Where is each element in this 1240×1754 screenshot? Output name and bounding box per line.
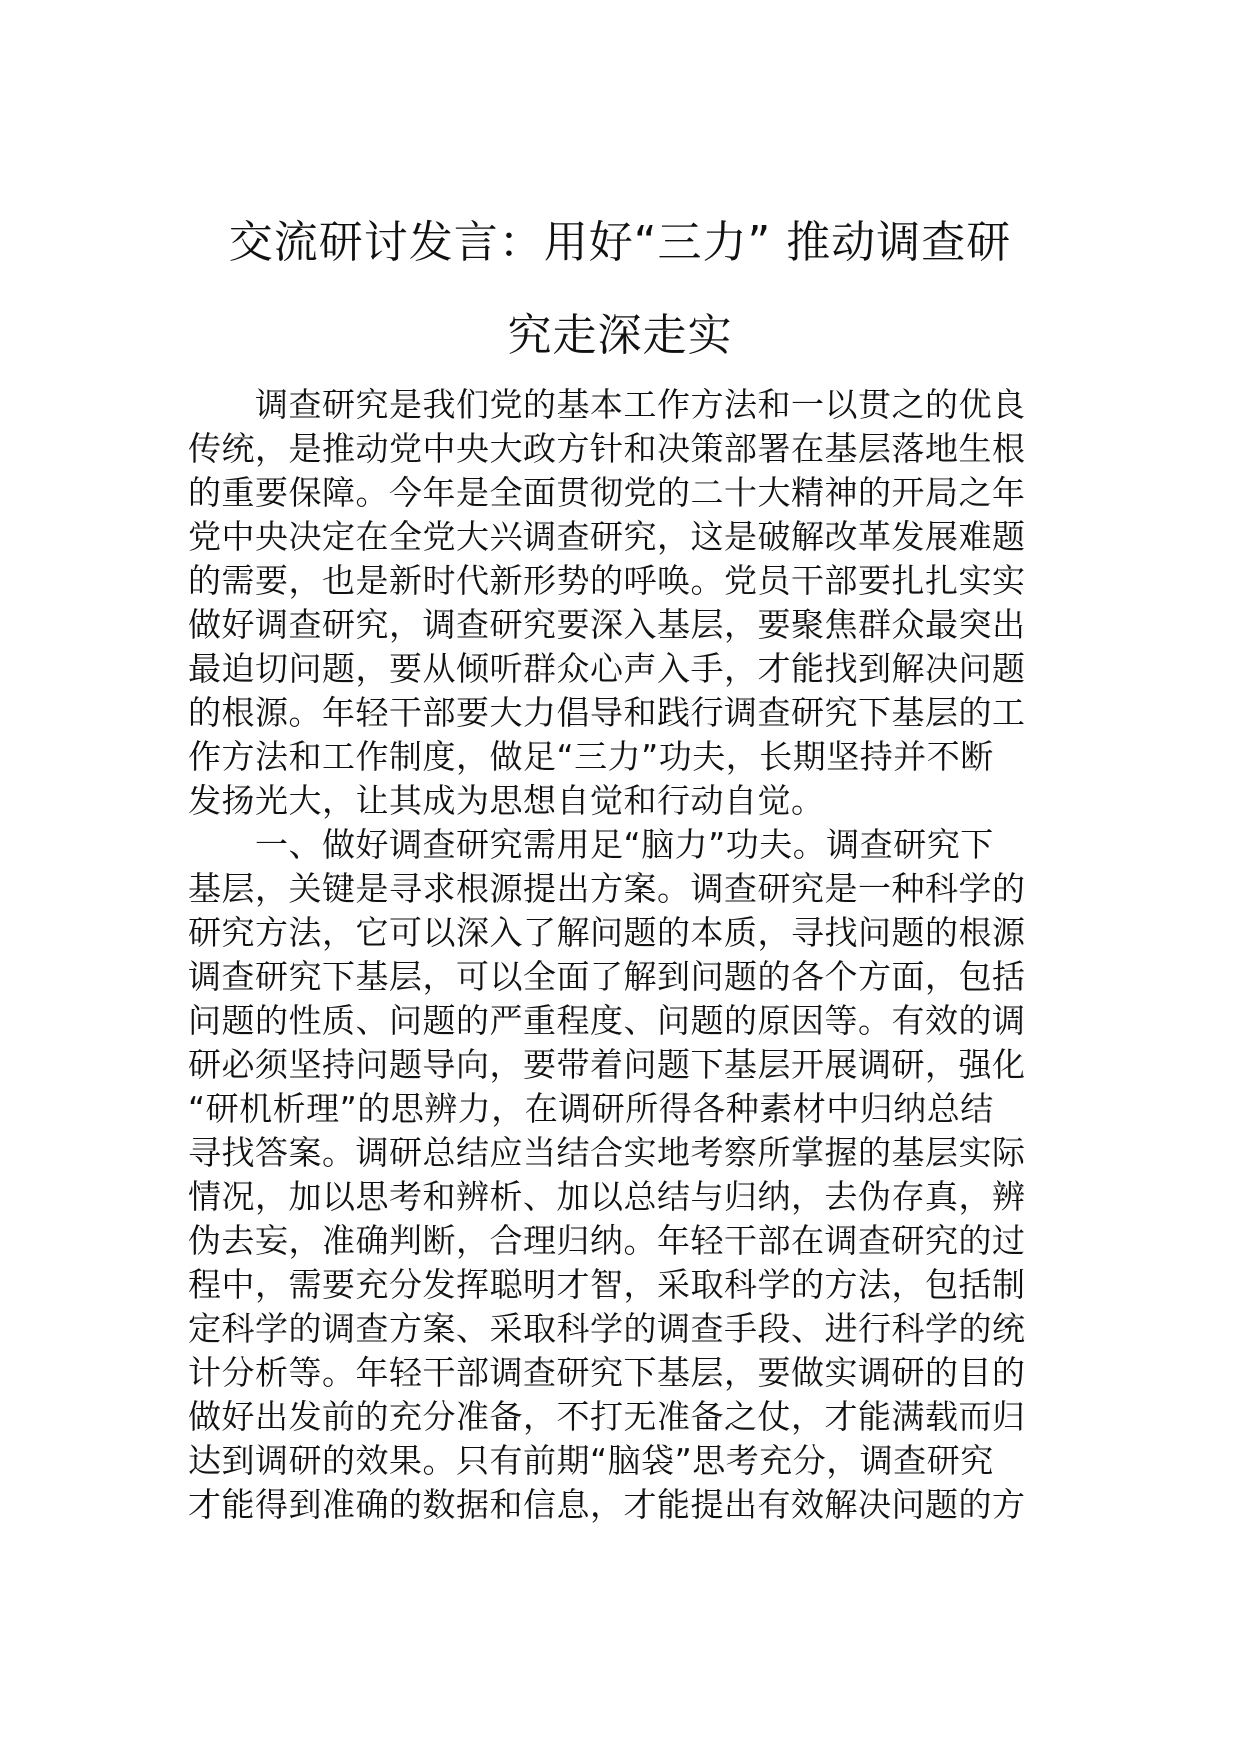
body-line: 一、做好调查研究需用足“脑力”功夫。调查研究下 bbox=[255, 825, 994, 864]
body-line: 调查研究是我们党的基本工作方法和一以贯之的优良 bbox=[255, 385, 1026, 424]
body-line: 程中，需要充分发挥聪明才智，采取科学的方法，包括制 bbox=[188, 1265, 1026, 1304]
body-line: 作方法和工作制度，做足“三力”功夫，长期坚持并不断 bbox=[188, 737, 994, 776]
document-title-line-1: 交流研讨发言：用好“三力” 推动调查研 bbox=[228, 217, 1012, 268]
body-line: 做好出发前的充分准备，不打无准备之仗，才能满载而归 bbox=[188, 1397, 1026, 1436]
body-line: 传统，是推动党中央大政方针和决策部署在基层落地生根 bbox=[188, 429, 1026, 468]
body-line: 问题的性质、问题的严重程度、问题的原因等。有效的调 bbox=[188, 1001, 1026, 1040]
body-line: 研究方法，它可以深入了解问题的本质，寻找问题的根源 bbox=[188, 913, 1026, 952]
body-line: “研机析理”的思辨力，在调研所得各种素材中归纳总结 bbox=[188, 1089, 994, 1128]
body-line: 调查研究下基层，可以全面了解到问题的各个方面，包括 bbox=[188, 957, 1026, 996]
body-line: 达到调研的效果。只有前期“脑袋”思考充分，调查研究 bbox=[188, 1441, 994, 1480]
body-line: 基层，关键是寻求根源提出方案。调查研究是一种科学的 bbox=[188, 869, 1026, 908]
body-line: 党中央决定在全党大兴调查研究，这是破解改革发展难题 bbox=[188, 517, 1026, 556]
document-title-line-2: 究走深走实 bbox=[507, 310, 733, 361]
body-line: 发扬光大，让其成为思想自觉和行动自觉。 bbox=[188, 781, 825, 820]
body-line: 研必须坚持问题导向，要带着问题下基层开展调研，强化 bbox=[188, 1045, 1026, 1084]
body-line: 做好调查研究，调查研究要深入基层，要聚焦群众最突出 bbox=[188, 605, 1026, 644]
body-line: 计分析等。年轻干部调查研究下基层，要做实调研的目的 bbox=[188, 1353, 1026, 1392]
body-line: 寻找答案。调研总结应当结合实地考察所掌握的基层实际 bbox=[188, 1133, 1026, 1172]
body-line: 情况，加以思考和辨析、加以总结与归纳，去伪存真，辨 bbox=[188, 1177, 1026, 1216]
body-line: 的根源。年轻干部要大力倡导和践行调查研究下基层的工 bbox=[188, 693, 1026, 732]
body-line: 的重要保障。今年是全面贯彻党的二十大精神的开局之年 bbox=[188, 473, 1026, 512]
body-line: 的需要，也是新时代新形势的呼唤。党员干部要扎扎实实 bbox=[188, 561, 1026, 600]
body-line: 最迫切问题，要从倾听群众心声入手，才能找到解决问题 bbox=[188, 649, 1026, 688]
body-line: 伪去妄，准确判断，合理归纳。年轻干部在调查研究的过 bbox=[188, 1221, 1026, 1260]
body-line: 才能得到准确的数据和信息，才能提出有效解决问题的方 bbox=[188, 1485, 1026, 1524]
body-line: 定科学的调查方案、采取科学的调查手段、进行科学的统 bbox=[188, 1309, 1026, 1348]
